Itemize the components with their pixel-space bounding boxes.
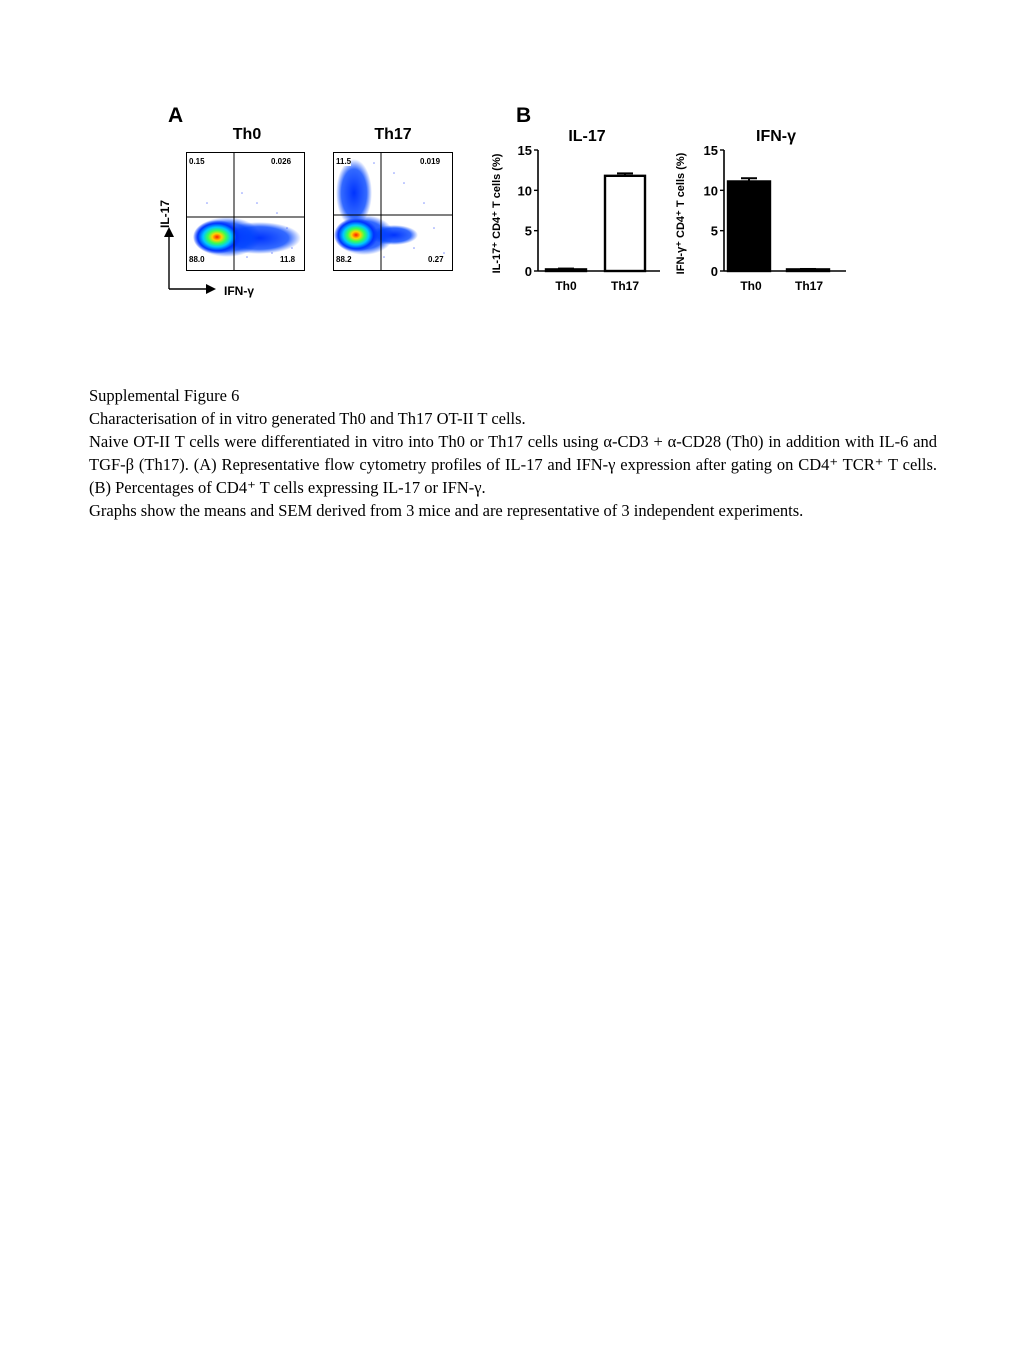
- x-tick-label: Th17: [610, 279, 640, 293]
- y-tick-label: 15: [703, 143, 718, 158]
- y-tick-label: 0: [524, 264, 532, 279]
- bar-chart-ifng: [675, 128, 846, 293]
- quad-top-right: 0.026: [271, 157, 292, 166]
- caption-last-line: Graphs show the means and SEM derived from 3 mice and are representative of 3 independent experiments.: [89, 501, 804, 520]
- panel-a-letter: A: [168, 104, 184, 127]
- quad-bottom-left: 88.2: [336, 255, 352, 264]
- y-tick-label: 5: [524, 223, 532, 239]
- x-tick-label: Th17: [794, 279, 824, 293]
- y-tick-label: 0: [710, 264, 718, 279]
- y-axis-label: IL-17⁺ CD4⁺ T cells (%): [491, 153, 503, 274]
- panel-b-letter: B: [516, 104, 532, 127]
- flow-title-th0: Th0: [232, 126, 262, 143]
- flow-title-th17: Th17: [374, 126, 412, 143]
- quad-top-left: 0.15: [189, 157, 205, 166]
- quad-bottom-right: 11.8: [280, 255, 296, 264]
- bar: [728, 181, 770, 271]
- quad-bottom-right: 0.27: [428, 255, 444, 264]
- flow-plot-th17: [333, 152, 453, 271]
- quad-bottom-left: 88.0: [189, 255, 205, 264]
- y-tick-label: 10: [517, 183, 532, 199]
- x-tick-label: Th0: [555, 279, 577, 293]
- chart-title: IL-17: [568, 128, 606, 145]
- y-tick-label: 5: [710, 223, 718, 239]
- x-tick-label: Th0: [740, 279, 762, 293]
- bar-charts: [480, 120, 850, 305]
- flow-axis-arrows: [160, 225, 220, 297]
- bar: [546, 269, 586, 271]
- quad-top-right: 0.019: [420, 157, 441, 166]
- y-tick-label: 10: [703, 183, 718, 199]
- y-tick-label: 15: [517, 143, 532, 158]
- caption-label: Supplemental Figure 6: [89, 386, 240, 405]
- chart-title: IFN-γ: [756, 128, 796, 145]
- y-axis-arrowhead: [164, 227, 174, 237]
- flow-density-th17: [334, 153, 452, 270]
- caption-body: Naive OT-II T cells were differentiated in vitro into Th0 or Th17 cells using α-CD3 + α-CD28 (Th0) in addition with IL-6 and TGF-β (Th17). (A) Representative flow cytometry profiles of IL-17 and IFN-γ expression after gating on CD4⁺ TCR⁺ T cells. (B) Percentages of CD4⁺ T cells expressing IL-17 or IFN-γ.: [89, 432, 937, 497]
- y-axis-label: IFN-γ⁺ CD4⁺ T cells (%): [675, 152, 687, 275]
- x-axis-arrowhead: [206, 284, 216, 294]
- bar-chart-il17: [491, 128, 660, 293]
- flow-x-label: IFN-γ: [224, 284, 254, 298]
- caption-title: Characterisation of in vitro generated Th0 and Th17 OT-II T cells.: [89, 409, 526, 428]
- quad-top-left: 11.5: [336, 157, 352, 166]
- bar: [605, 176, 645, 271]
